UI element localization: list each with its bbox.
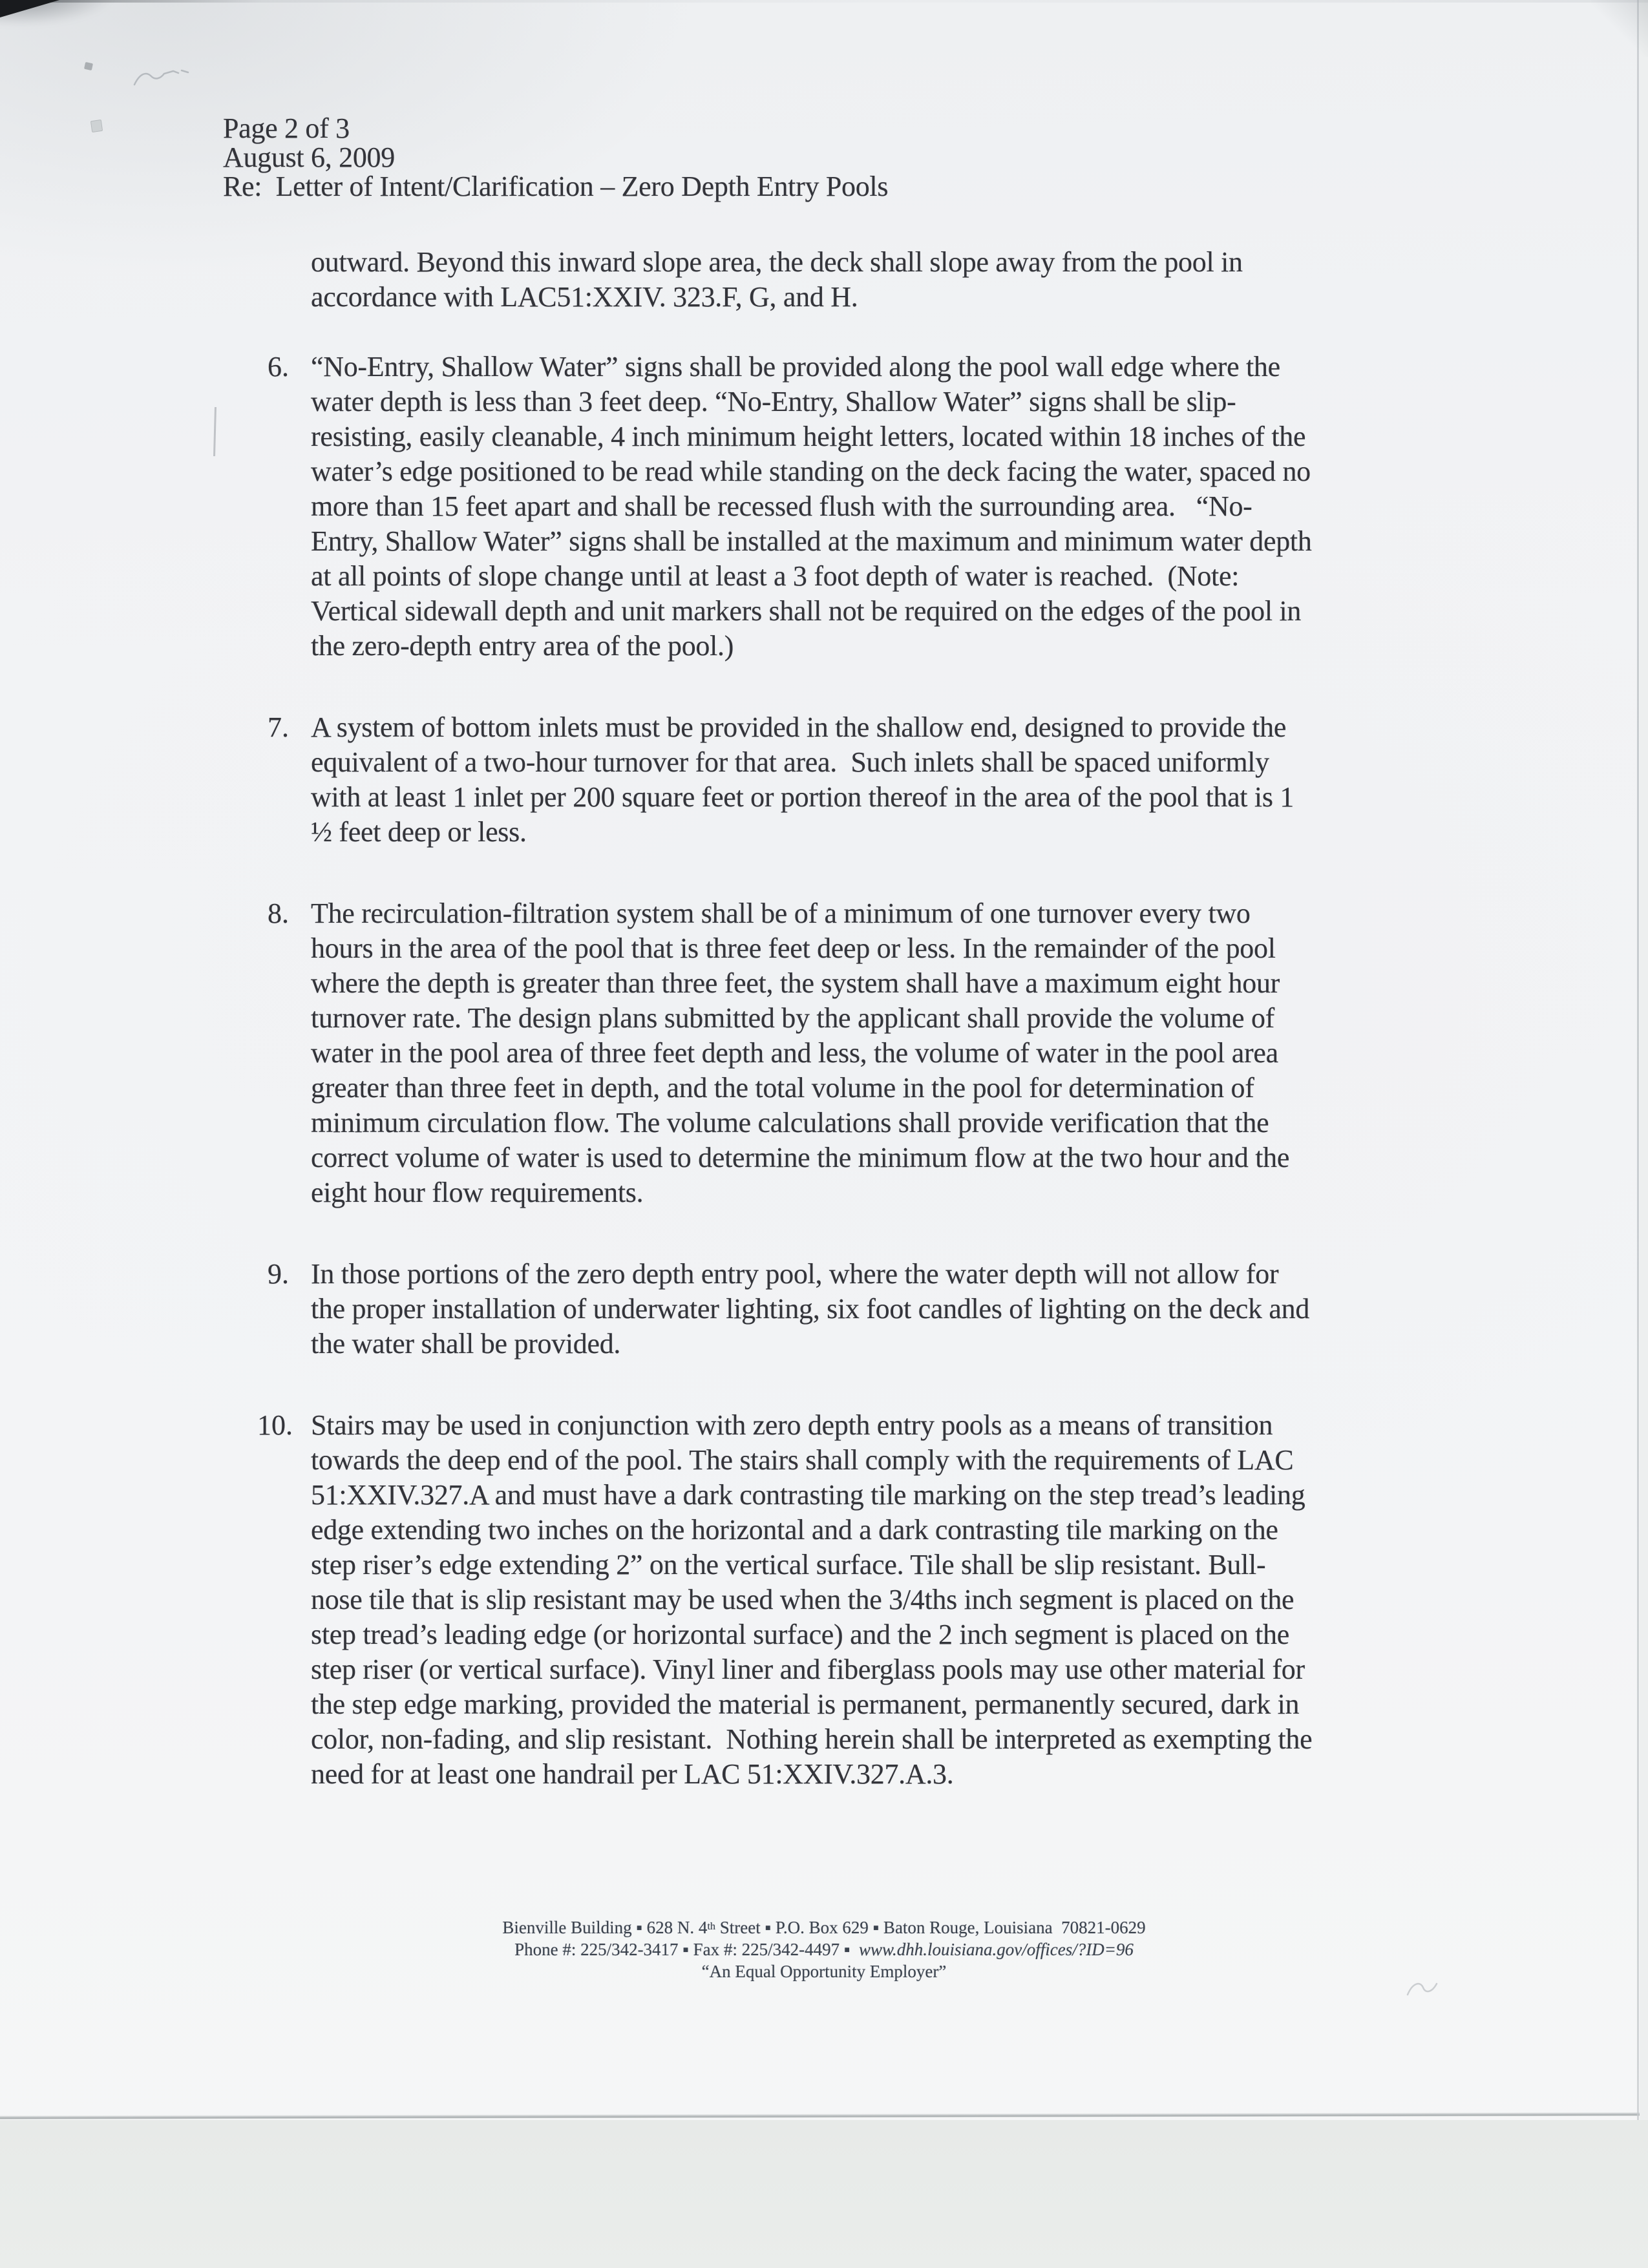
item-number: 6. <box>268 351 289 383</box>
letter-footer <box>0 1916 1648 1982</box>
item-line: towards the deep end of the pool. The stairs shall comply with the requirements of LAC <box>311 1444 1294 1476</box>
date-line: August 6, 2009 <box>223 142 395 173</box>
page-number-line: Page 2 of 3 <box>223 112 350 144</box>
item-line: nose tile that is slip resistant may be used when the 3/4ths inch segment is placed on the <box>311 1584 1294 1615</box>
item-text <box>311 1257 1450 1361</box>
item-line: turnover rate. The design plans submitted by the applicant shall provide the volume of <box>311 1002 1275 1034</box>
item-line: the water shall be provided. <box>311 1328 621 1360</box>
list-item <box>268 1257 1450 1361</box>
item-text <box>311 1408 1450 1792</box>
item-number: 10. <box>257 1409 293 1441</box>
footer-ordinal-suffix: th <box>707 1920 716 1932</box>
scanner-backing-right <box>1640 0 1648 2120</box>
pencil-squiggle-mark <box>132 67 191 92</box>
pencil-tick-mark <box>213 407 217 456</box>
item-line: resisting, easily cleanable, 4 inch minimum height letters, located within 18 inches of the <box>311 421 1306 452</box>
scan-speck <box>84 62 93 70</box>
item-line: the proper installation of underwater lighting, six foot candles of lighting on the deck and <box>311 1293 1310 1325</box>
subject-line: Re: Letter of Intent/Clarification – Zero Depth Entry Pools <box>223 171 889 202</box>
scan-top-edge <box>0 0 1648 3</box>
item-line: edge extending two inches on the horizontal and a dark contrasting tile marking on the <box>311 1514 1278 1546</box>
scan-speck <box>90 120 103 132</box>
scanner-backing <box>0 2120 1648 2268</box>
footer-address-line <box>0 1916 1648 1938</box>
paper-right-edge <box>1637 0 1639 2120</box>
item-text <box>311 710 1450 850</box>
item-line: Stairs may be used in conjunction with zero depth entry pools as a means of transition <box>311 1409 1273 1441</box>
item-text <box>311 350 1450 664</box>
item-line: the step edge marking, provided the material is permanent, permanently secured, dark in <box>311 1688 1300 1720</box>
item-number: 8. <box>268 898 289 929</box>
item-line: Entry, Shallow Water” signs shall be installed at the maximum and minimum water depth <box>311 525 1312 557</box>
item-line: 51:XXIV.327.A and must have a dark contrasting tile marking on the step tread’s leading <box>311 1479 1305 1511</box>
item-number: 7. <box>268 711 289 743</box>
item-text <box>311 896 1450 1210</box>
item-line: “No-Entry, Shallow Water” signs shall be provided along the pool wall edge where the <box>311 351 1280 383</box>
list-item <box>268 350 1450 664</box>
paper-corner-fold <box>1591 0 1648 57</box>
item-line: water depth is less than 3 feet deep. “No-Entry, Shallow Water” signs shall be slip- <box>311 386 1236 417</box>
page-header <box>223 114 888 201</box>
item-line: eight hour flow requirements. <box>311 1177 644 1208</box>
item-number: 9. <box>268 1258 289 1290</box>
item-line: correct volume of water is used to determine the minimum flow at the two hour and the <box>311 1142 1290 1173</box>
item-line: where the depth is greater than three feet, the system shall have a maximum eight hour <box>311 967 1280 999</box>
footer-address-suffix: Street ▪ P.O. Box 629 ▪ Baton Rouge, Louisiana 70821-0629 <box>715 1918 1146 1937</box>
item-line: need for at least one handrail per LAC 51:XXIV.327.A.3. <box>311 1758 954 1790</box>
item-line: with at least 1 inlet per 200 square feet or portion thereof in the area of the pool that is 1 <box>311 781 1294 813</box>
item-line: minimum circulation flow. The volume calculations shall provide verification that the <box>311 1107 1269 1139</box>
item-line: step tread’s leading edge (or horizontal surface) and the 2 inch segment is placed on the <box>311 1619 1289 1650</box>
item-line: more than 15 feet apart and shall be recessed flush with the surrounding area. “No- <box>311 490 1252 522</box>
item-line: The recirculation-filtration system shall be of a minimum of one turnover every two <box>311 898 1251 929</box>
item-line: greater than three feet in depth, and the total volume in the pool for determination of <box>311 1072 1254 1104</box>
item-line: step riser’s edge extending 2” on the vertical surface. Tile shall be slip resistant. Bull- <box>311 1549 1266 1580</box>
numbered-list <box>257 350 1450 1792</box>
item-line: at all points of slope change until at least a 3 foot depth of water is reached. (Note: <box>311 560 1240 592</box>
list-item <box>268 896 1450 1210</box>
list-item <box>268 710 1450 850</box>
intro-paragraph <box>311 245 1243 315</box>
item-line: In those portions of the zero depth entry pool, where the water depth will not allow for <box>311 1258 1279 1290</box>
intro-line: outward. Beyond this inward slope area, the deck shall slope away from the pool in <box>311 246 1243 278</box>
intro-line: accordance with LAC51:XXIV. 323.F, G, and H. <box>311 281 858 313</box>
footer-address-prefix: Bienville Building ▪ 628 N. 4 <box>502 1918 708 1937</box>
item-line: water in the pool area of three feet depth and less, the volume of water in the pool area <box>311 1037 1278 1069</box>
list-item <box>257 1408 1450 1792</box>
item-line: step riser (or vertical surface). Vinyl liner and fiberglass pools may use other material for <box>311 1654 1305 1685</box>
item-line: Vertical sidewall depth and unit markers shall not be required on the edges of the pool in <box>311 595 1302 627</box>
item-line: A system of bottom inlets must be provided in the shallow end, designed to provide the <box>311 711 1287 743</box>
footer-contact-line <box>0 1938 1648 1960</box>
item-line: water’s edge positioned to be read while standing on the deck facing the water, spaced no <box>311 456 1311 487</box>
footer-eoe-line: “An Equal Opportunity Employer” <box>701 1962 947 1981</box>
paper-bottom-edge <box>0 2112 1648 2119</box>
item-line: color, non-fading, and slip resistant. Nothing herein shall be interpreted as exempting the <box>311 1723 1313 1755</box>
item-line: equivalent of a two-hour turnover for that area. Such inlets shall be spaced uniformly <box>311 746 1269 778</box>
footer-phone-fax: Phone #: 225/342-3417 ▪ Fax #: 225/342-4497 ▪ <box>514 1940 859 1959</box>
item-line: ½ feet deep or less. <box>311 816 527 848</box>
item-line: hours in the area of the pool that is three feet deep or less. In the remainder of the pool <box>311 932 1276 964</box>
item-line: the zero-depth entry area of the pool.) <box>311 630 734 662</box>
footer-website-url: www.dhh.louisiana.gov/offices/?ID=96 <box>858 1940 1134 1959</box>
